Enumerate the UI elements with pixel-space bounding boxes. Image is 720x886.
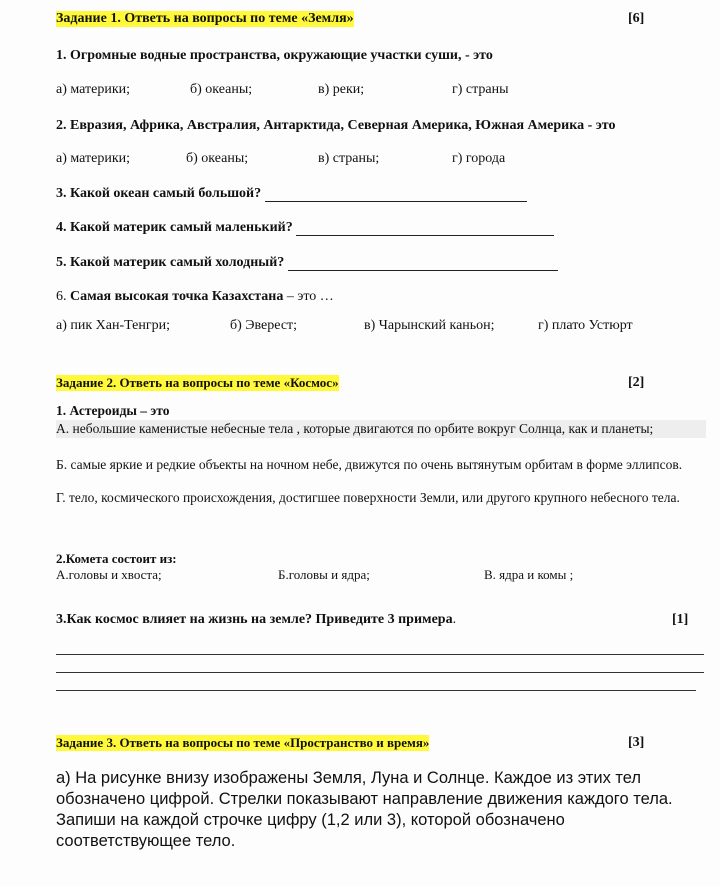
task1-q1-option-b: б) океаны; (190, 82, 253, 97)
task1-q2-option-c: в) страны; (318, 151, 380, 166)
task2-q3-answer-line-3[interactable] (56, 690, 696, 691)
task1-question-3 (56, 186, 527, 202)
task2-q2-option-c: В. ядра и комы ; (484, 567, 574, 582)
task1-q6-option-d: г) плато Устюрт (538, 318, 633, 333)
task2-q2-option-a: А.головы и хвоста; (56, 567, 162, 582)
task1-q3-answer-line[interactable] (265, 187, 527, 202)
task3-title: Задание 3. Ответь на вопросы по теме «Пространство и время» (56, 735, 430, 750)
task2-q1-answer-b: Б. самые яркие и редкие объекты на ночном небе, движутся по очень вытянутым орбитам в форме эллипсов. (56, 457, 683, 472)
task2-question-2: 2.Комета состоит из: (56, 551, 177, 566)
task1-q4-answer-line[interactable] (296, 221, 554, 236)
task1-question-4 (56, 220, 554, 236)
task1-q2-option-d: г) города (452, 151, 506, 166)
task3-score: [3] (628, 735, 645, 750)
task2-score: [2] (628, 375, 645, 390)
task2-q3-answer-line-1[interactable] (56, 654, 704, 655)
task1-q4-text: 4. Какой материк самый маленький? (56, 220, 293, 235)
task2-q3-score: [1] (672, 612, 689, 627)
task2-q3-answer-line-2[interactable] (56, 672, 704, 673)
task1-score: [6] (628, 11, 645, 26)
task1-q5-answer-line[interactable] (288, 256, 558, 271)
task1-q5-text: 5. Какой материк самый холодный? (56, 255, 285, 270)
task1-q6-tail: – это … (286, 289, 334, 304)
task1-question-6 (56, 289, 334, 305)
task2-q2-option-b: Б.головы и ядра; (278, 567, 370, 582)
task1-q2-option-b: б) океаны; (186, 151, 249, 166)
task2-question-1: 1. Астероиды – это (56, 403, 170, 418)
task1-q6-option-a: а) пик Хан-Тенгри; (56, 318, 170, 333)
task3-text: а) На рисунке внизу изображены Земля, Луна и Солнце. Каждое из этих тел обозначено цифрой. Стрелки показывают направление движения каждого тела. Запиши на каждой строчке цифру (1,2 или 3), которой обозначено соответствующее тело. (56, 769, 673, 850)
task1-q1-option-d: г) страны (452, 82, 509, 97)
task1-q6-text: Самая высокая точка Казахстана (70, 289, 284, 304)
task1-question-2: 2. Евразия, Африка, Австралия, Антарктида, Северная Америка, Южная Америка - это (56, 118, 616, 133)
task1-question-1: 1. Огромные водные пространства, окружающие участки суши, - это (56, 48, 493, 63)
task1-q1-option-c: в) реки; (318, 82, 365, 97)
task1-q1-option-a: а) материки; (56, 82, 130, 97)
task2-q3-dot: . (452, 612, 457, 627)
task2-question-3 (56, 612, 456, 628)
task1-question-5 (56, 255, 558, 271)
task2-q1-answer-a: А. небольшие каменистые небесные тела , которые двигаются по орбите вокруг Солнца, как и планеты; (56, 420, 706, 438)
task2-q3-text: 3.Как космос влияет на жизнь на земле? Приведите 3 примера (56, 612, 453, 627)
task1-q3-text: 3. Какой океан самый большой? (56, 186, 262, 201)
task1-q2-option-a: а) материки; (56, 151, 130, 166)
task2-q1-answer-c: Г. тело, космического происхождения, достигшее поверхности Земли, или другого крупного небесного тела. (56, 490, 680, 505)
task1-q6-option-b: б) Эверест; (230, 318, 298, 333)
task1-title: Задание 1. Ответь на вопросы по теме «Земля» (56, 11, 354, 26)
task2-title: Задание 2. Ответь на вопросы по теме «Космос» (56, 375, 339, 390)
task1-q6-option-c: в) Чарынский каньон; (364, 318, 495, 333)
task1-q6-number: 6. (56, 289, 67, 304)
